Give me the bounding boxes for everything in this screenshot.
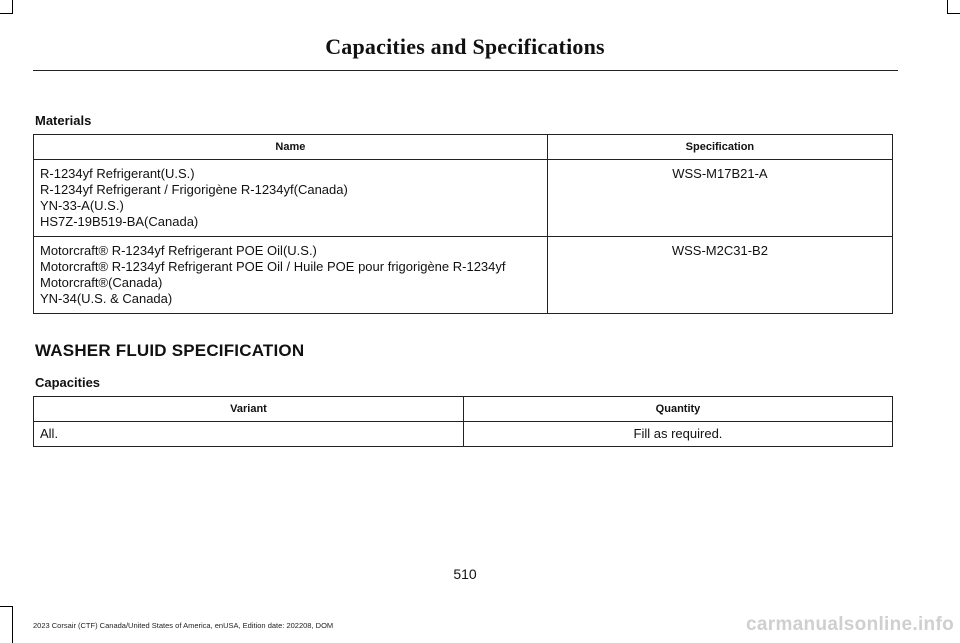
material-name-line: R-1234yf Refrigerant / Frigorigène R-1234yf(Canada) bbox=[40, 182, 348, 197]
capacities-table bbox=[33, 396, 893, 447]
material-specification-cell: WSS-M17B21-A bbox=[547, 160, 892, 237]
table-header-row bbox=[34, 135, 893, 160]
material-name-cell bbox=[34, 237, 548, 314]
material-name-line: YN-33-A(U.S.) bbox=[40, 198, 124, 213]
crop-mark bbox=[12, 0, 13, 14]
table-row bbox=[34, 160, 893, 237]
material-name-line: HS7Z-19B519-BA(Canada) bbox=[40, 214, 199, 229]
column-header-variant: Variant bbox=[34, 397, 464, 422]
quantity-cell: Fill as required. bbox=[463, 422, 892, 447]
material-name-line: Motorcraft® R-1234yf Refrigerant POE Oil / Huile POE pour frigorigène R-1234yf bbox=[40, 259, 506, 274]
table-row bbox=[34, 237, 893, 314]
crop-mark bbox=[12, 606, 13, 643]
crop-mark bbox=[0, 606, 12, 607]
material-name-line: YN-34(U.S. & Canada) bbox=[40, 291, 173, 306]
edition-footer: 2023 Corsair (CTF) Canada/United States of America, enUSA, Edition date: 202208, DOM bbox=[33, 621, 334, 630]
table-row bbox=[34, 422, 893, 447]
crop-mark bbox=[948, 13, 960, 14]
page-number: 510 bbox=[453, 566, 477, 582]
column-header-name: Name bbox=[34, 135, 548, 160]
column-header-quantity: Quantity bbox=[463, 397, 892, 422]
material-specification-cell: WSS-M2C31-B2 bbox=[547, 237, 892, 314]
crop-mark bbox=[0, 13, 12, 14]
variant-cell: All. bbox=[34, 422, 464, 447]
crop-mark bbox=[947, 0, 948, 14]
material-name-line: Motorcraft®(Canada) bbox=[40, 275, 163, 290]
material-name-line: R-1234yf Refrigerant(U.S.) bbox=[40, 166, 195, 181]
washer-fluid-heading: WASHER FLUID SPECIFICATION bbox=[35, 341, 305, 360]
table-header-row bbox=[34, 397, 893, 422]
material-name-cell bbox=[34, 160, 548, 237]
page-title: Capacities and Specifications bbox=[325, 34, 605, 59]
header-divider bbox=[33, 70, 898, 71]
column-header-specification: Specification bbox=[547, 135, 892, 160]
materials-label: Materials bbox=[35, 113, 92, 128]
material-name-line: Motorcraft® R-1234yf Refrigerant POE Oil(U.S.) bbox=[40, 243, 317, 258]
capacities-label: Capacities bbox=[35, 375, 101, 390]
materials-table bbox=[33, 134, 893, 314]
watermark-text: carmanualsonline.info bbox=[746, 614, 954, 635]
